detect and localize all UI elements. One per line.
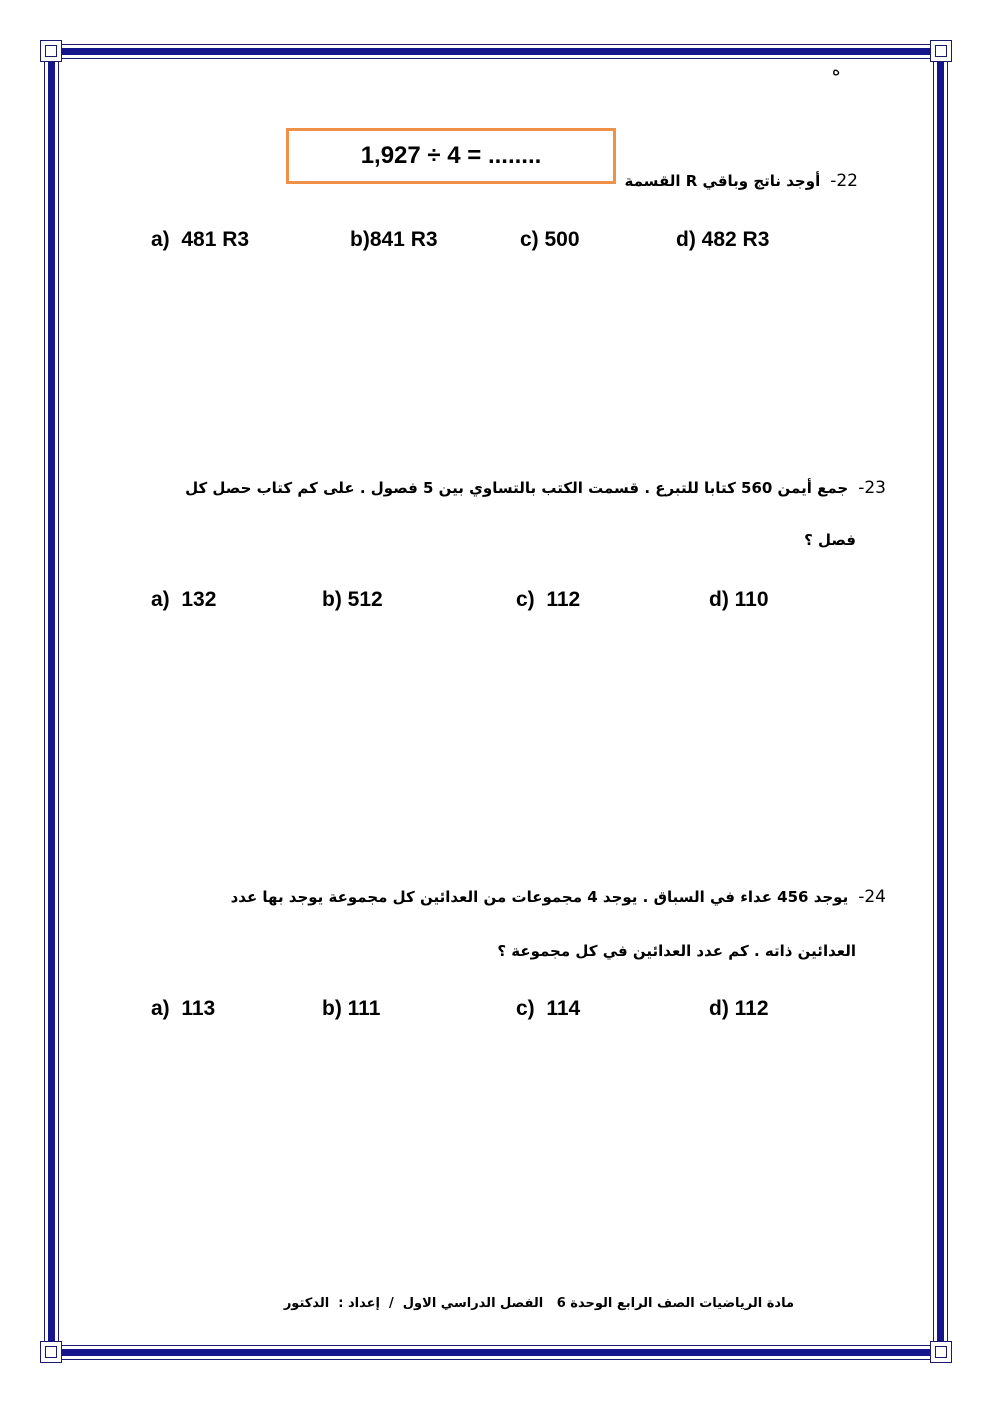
option-d[interactable]: d) 112 <box>709 997 769 1020</box>
option-c[interactable]: c) 114 <box>516 997 581 1020</box>
question-23-line-2: فصل ؟ <box>804 531 856 549</box>
border-corner-ornament <box>40 1341 62 1363</box>
border-corner-ornament <box>40 40 62 62</box>
question-text: يوجد 456 عداء في السباق . يوجد 4 مجموعات من العدائين كل مجموعة يوجد بها عدد <box>230 888 849 906</box>
border-corner-ornament <box>930 40 952 62</box>
question-22 <box>625 171 858 191</box>
question-24 <box>231 887 886 907</box>
option-b[interactable]: b) 111 <box>322 997 381 1020</box>
option-a[interactable]: a) 113 <box>151 997 216 1020</box>
page-footer: مادة الرياضيات الصف الرابع الوحدة 6 الفصل الدراسي الاول / إعداد : الدكتور <box>283 1296 794 1311</box>
option-b[interactable]: b)841 R3 <box>350 228 438 251</box>
option-c[interactable]: c) 500 <box>520 228 580 251</box>
question-24-line-2: العدائين ذاته . كم عدد العدائين في كل مجموعة ؟ <box>497 942 856 960</box>
equation-box <box>286 128 616 184</box>
option-a[interactable]: a) 132 <box>151 588 217 611</box>
equation-text: 1,927 ÷ 4 = ........ <box>360 142 542 169</box>
border-corner-ornament <box>930 1341 952 1363</box>
question-number: 23- <box>858 478 886 498</box>
option-d[interactable]: d) 110 <box>709 588 769 611</box>
option-b[interactable]: b) 512 <box>322 588 383 611</box>
question-text: جمع أيمن 560 كتابا للتبرع . قسمت الكتب بالتساوي بين 5 فصول . على كم كتاب حصل كل <box>185 479 849 497</box>
option-a[interactable]: a) 481 R3 <box>151 228 250 251</box>
question-23 <box>185 478 886 498</box>
option-c[interactable]: c) 112 <box>516 588 581 611</box>
question-number: 24- <box>858 887 886 907</box>
page-mark: ه <box>832 60 841 79</box>
option-d[interactable]: d) 482 R3 <box>676 228 770 251</box>
question-text: أوجد ناتج وباقي R القسمة <box>624 172 821 190</box>
question-number: 22- <box>830 171 858 191</box>
